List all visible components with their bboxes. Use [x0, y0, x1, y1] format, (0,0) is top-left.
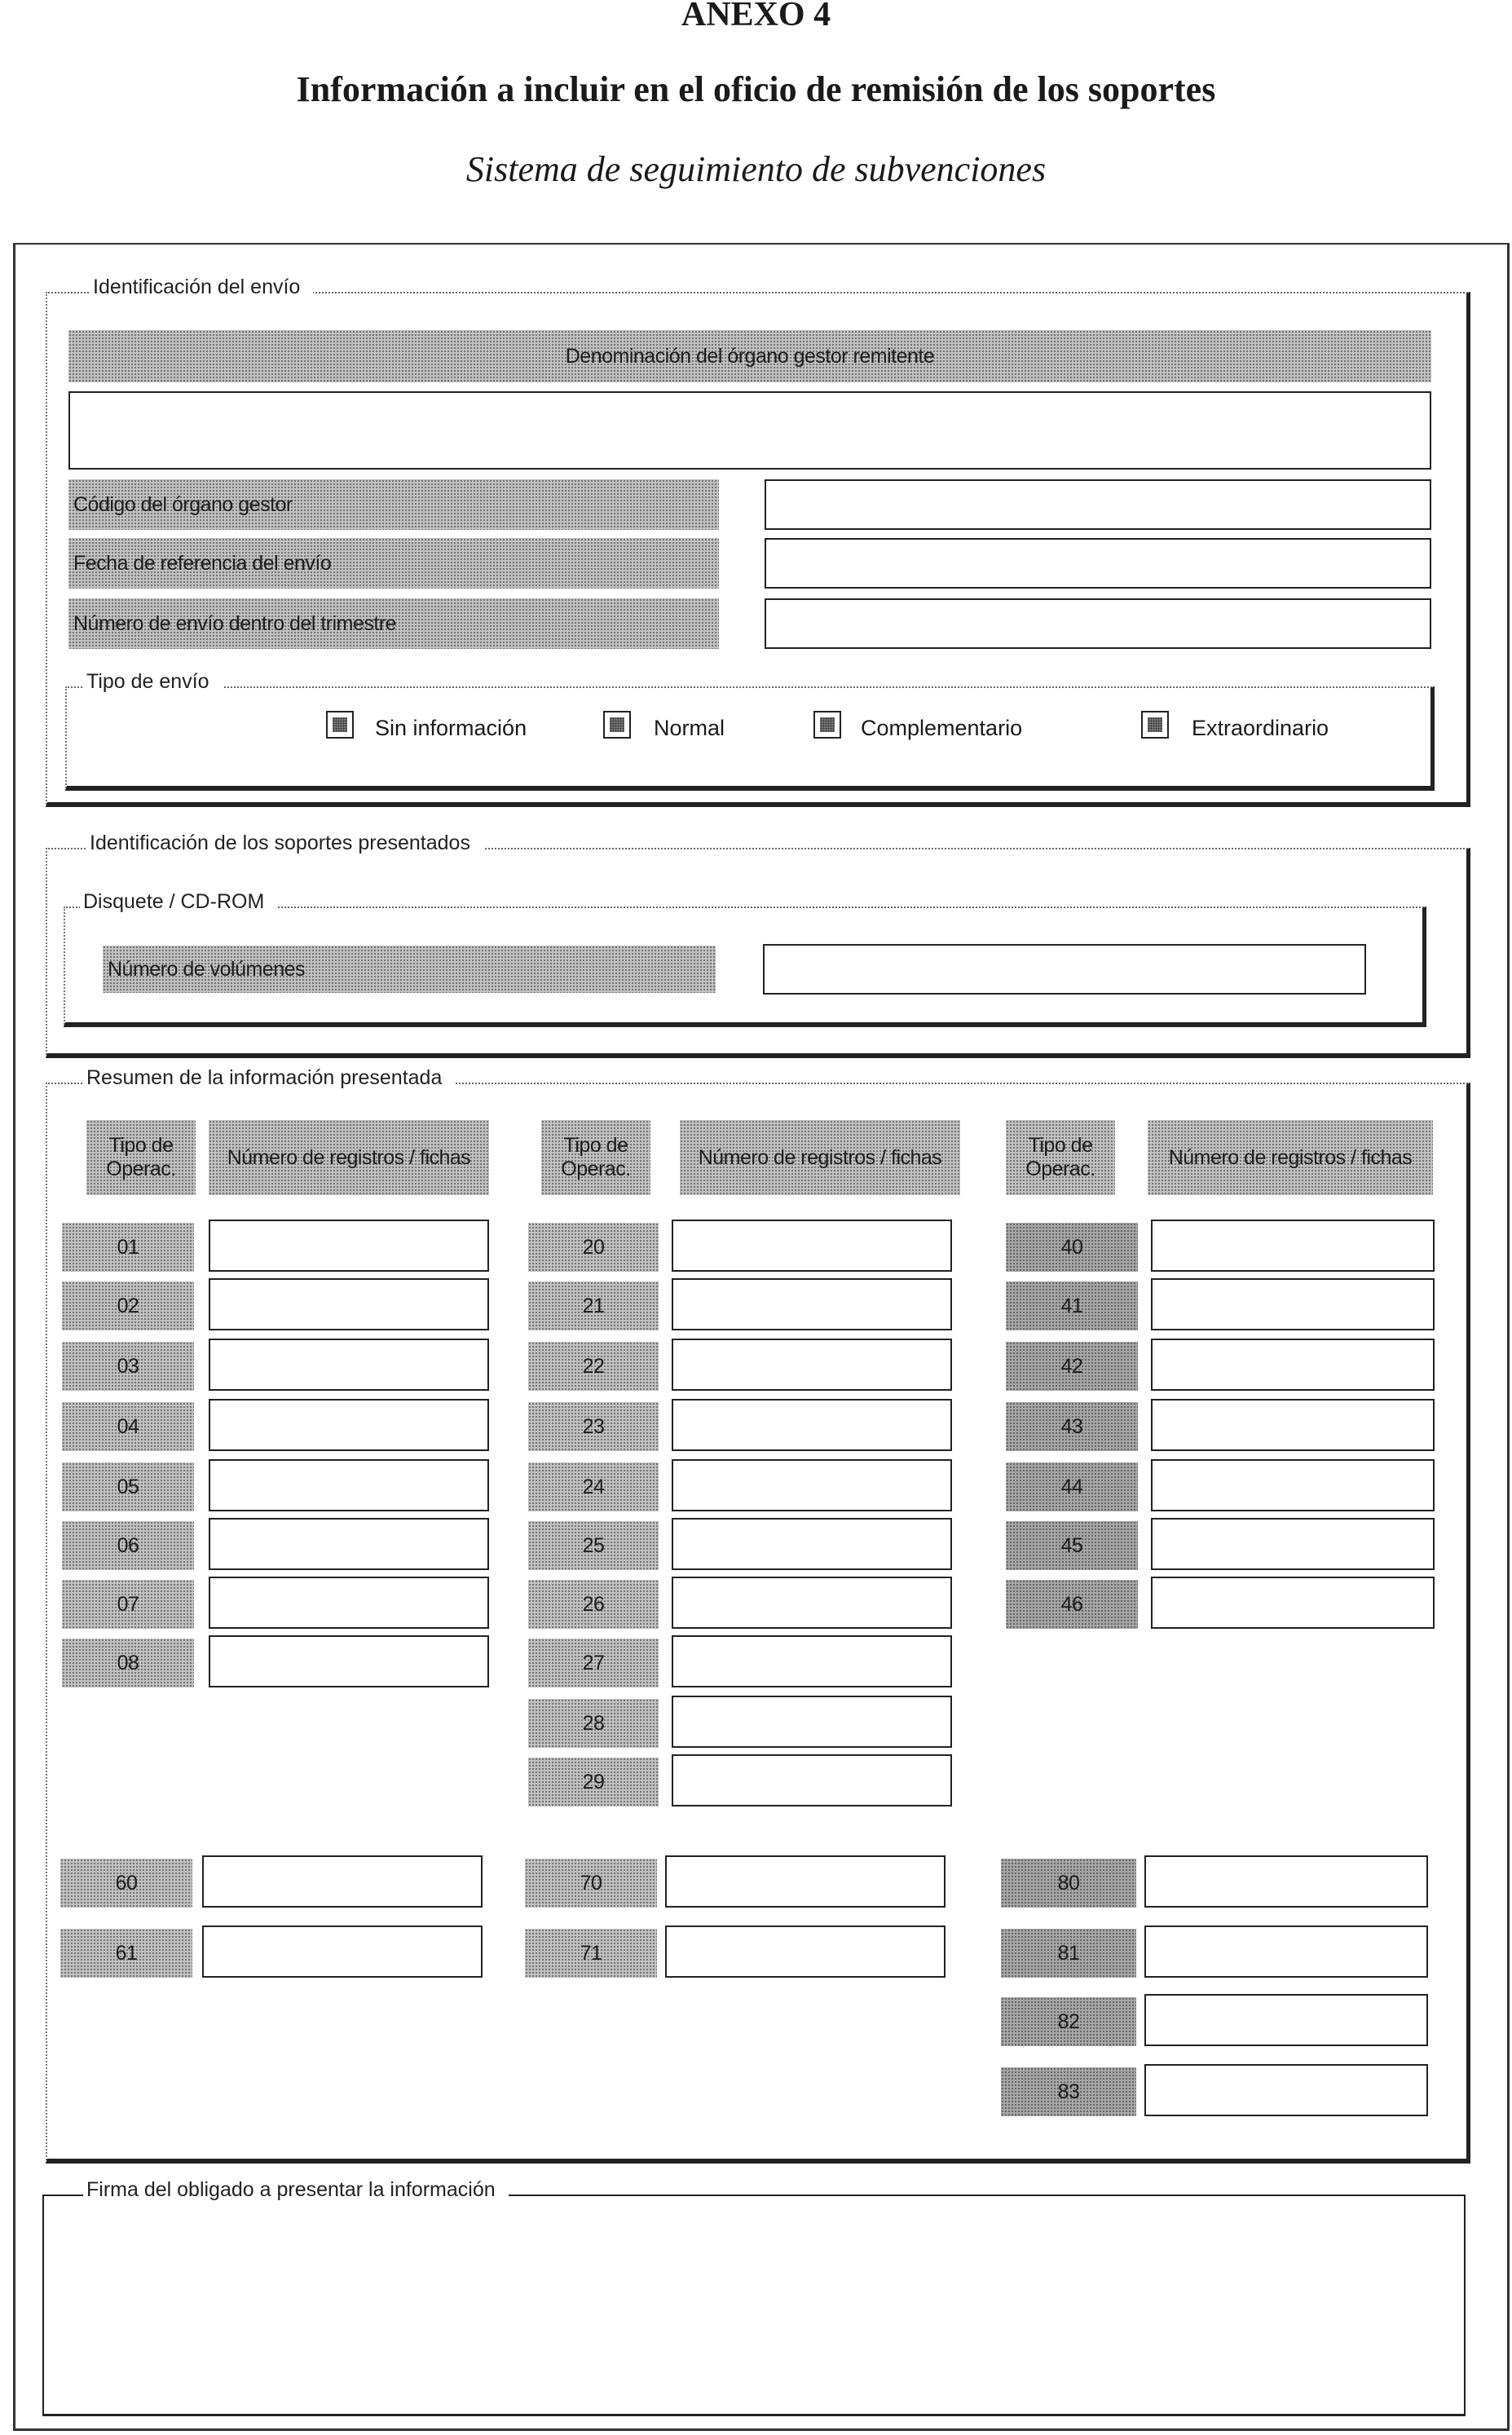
tipo-cell: 03: [62, 1342, 194, 1391]
tipo-cell: 08: [62, 1639, 194, 1687]
registros-input[interactable]: [665, 1926, 946, 1978]
codigo-label: Código del órgano gestor: [68, 479, 719, 530]
registros-input[interactable]: [1151, 1459, 1435, 1511]
codigo-input[interactable]: [765, 479, 1431, 530]
tipo-cell: 25: [528, 1521, 659, 1570]
registros-input[interactable]: [209, 1339, 489, 1391]
registros-input[interactable]: [1151, 1577, 1435, 1629]
envio-legend: Identificación del envío: [90, 276, 313, 299]
col3-num-header: Número de registros / fichas: [1148, 1120, 1433, 1195]
denominacion-label: Denominación del órgano gestor remitente: [68, 330, 1431, 382]
firma-legend: Firma del obligado a presentar la información: [83, 2178, 509, 2202]
registros-input[interactable]: [1144, 1926, 1428, 1978]
col3-tipo-header: Tipo de Operac.: [1006, 1120, 1115, 1195]
complementario-checkbox[interactable]: [813, 711, 841, 739]
tipo-cell: 82: [1001, 1997, 1136, 2046]
tipo-cell: 42: [1006, 1342, 1138, 1391]
page-title: Información a incluir en el oficio de remisión de los soportes: [296, 69, 1216, 109]
tipo-cell: 06: [62, 1521, 194, 1570]
registros-input[interactable]: [672, 1635, 952, 1687]
checkbox-fill-icon: [820, 717, 835, 732]
tipo-cell: 07: [62, 1580, 194, 1629]
tipo-cell: 61: [60, 1929, 192, 1978]
tipo-cell: 29: [528, 1758, 659, 1806]
checkbox-fill-icon: [610, 717, 624, 732]
checkbox-fill-icon: [1148, 717, 1162, 732]
tipo-cell: 80: [1001, 1859, 1136, 1908]
col1-num-header: Número de registros / fichas: [209, 1120, 489, 1195]
sin-informacion-label: Sin información: [375, 716, 527, 740]
tipo-cell: 26: [528, 1580, 659, 1629]
registros-input[interactable]: [209, 1399, 489, 1451]
registros-input[interactable]: [672, 1696, 952, 1748]
registros-input[interactable]: [209, 1577, 489, 1629]
sin-informacion-checkbox[interactable]: [326, 711, 354, 739]
disquete-legend: Disquete / CD-ROM: [80, 890, 277, 914]
tipo-cell: 60: [60, 1859, 192, 1908]
tipo-cell: 43: [1006, 1402, 1138, 1451]
fecha-input[interactable]: [765, 538, 1431, 589]
col2-num-header: Número de registros / fichas: [680, 1120, 960, 1195]
registros-input[interactable]: [209, 1220, 489, 1272]
tipo-cell: 70: [525, 1859, 657, 1908]
tipo-cell: 02: [62, 1281, 194, 1330]
registros-input[interactable]: [209, 1459, 489, 1511]
tipo-envio-legend: Tipo de envío: [83, 670, 223, 694]
registros-input[interactable]: [1144, 2064, 1428, 2116]
firma-box[interactable]: [42, 2195, 1466, 2416]
complementario-label: Complementario: [861, 716, 1023, 740]
registros-input[interactable]: [1151, 1220, 1435, 1272]
tipo-cell: 04: [62, 1402, 194, 1451]
volumenes-input[interactable]: [763, 944, 1366, 995]
registros-input[interactable]: [672, 1754, 952, 1806]
registros-input[interactable]: [1151, 1518, 1435, 1570]
checkbox-fill-icon: [333, 717, 347, 732]
tipo-cell: 45: [1006, 1521, 1138, 1570]
denominacion-input[interactable]: [68, 391, 1431, 470]
registros-input[interactable]: [1144, 1994, 1428, 2046]
extraordinario-checkbox[interactable]: [1141, 711, 1169, 739]
registros-input[interactable]: [672, 1339, 952, 1391]
fecha-label: Fecha de referencia del envío: [68, 538, 719, 589]
soportes-legend: Identificación de los soportes presentados: [86, 832, 483, 855]
normal-label: Normal: [654, 716, 725, 740]
tipo-cell: 05: [62, 1462, 194, 1511]
registros-input[interactable]: [665, 1855, 946, 1908]
numero-envio-input[interactable]: [765, 598, 1431, 649]
tipo-cell: 83: [1001, 2067, 1136, 2116]
tipo-cell: 44: [1006, 1462, 1138, 1511]
registros-input[interactable]: [1151, 1339, 1435, 1391]
registros-input[interactable]: [209, 1635, 489, 1687]
extraordinario-label: Extraordinario: [1192, 716, 1329, 740]
volumenes-label: Número de volúmenes: [103, 946, 716, 993]
registros-input[interactable]: [1151, 1399, 1435, 1451]
tipo-cell: 21: [528, 1281, 659, 1330]
tipo-cell: 27: [528, 1639, 659, 1687]
col1-tipo-header: Tipo de Operac.: [86, 1120, 196, 1195]
tipo-cell: 01: [62, 1223, 194, 1272]
tipo-cell: 23: [528, 1402, 659, 1451]
annex-title: ANEXO 4: [681, 0, 831, 33]
registros-input[interactable]: [1151, 1278, 1435, 1330]
page-subtitle: Sistema de seguimiento de subvenciones: [465, 149, 1047, 189]
tipo-cell: 46: [1006, 1580, 1138, 1629]
tipo-cell: 20: [528, 1223, 659, 1272]
tipo-cell: 41: [1006, 1281, 1138, 1330]
registros-input[interactable]: [672, 1577, 952, 1629]
registros-input[interactable]: [202, 1926, 483, 1978]
registros-input[interactable]: [672, 1278, 952, 1330]
tipo-cell: 40: [1006, 1223, 1138, 1272]
numero-envio-label: Número de envío dentro del trimestre: [68, 598, 719, 649]
tipo-cell: 81: [1001, 1929, 1136, 1978]
registros-input[interactable]: [672, 1220, 952, 1272]
col2-tipo-header: Tipo de Operac.: [541, 1120, 650, 1195]
registros-input[interactable]: [672, 1518, 952, 1570]
tipo-cell: 22: [528, 1342, 659, 1391]
tipo-cell: 71: [525, 1929, 657, 1978]
registros-input[interactable]: [672, 1399, 952, 1451]
normal-checkbox[interactable]: [603, 711, 631, 739]
tipo-cell: 28: [528, 1699, 659, 1748]
registros-input[interactable]: [1144, 1855, 1428, 1908]
registros-input[interactable]: [202, 1855, 483, 1908]
registros-input[interactable]: [209, 1518, 489, 1570]
tipo-cell: 24: [528, 1462, 659, 1511]
registros-input[interactable]: [672, 1459, 952, 1511]
registros-input[interactable]: [209, 1278, 489, 1330]
resumen-legend: Resumen de la información presentada: [83, 1066, 455, 1090]
